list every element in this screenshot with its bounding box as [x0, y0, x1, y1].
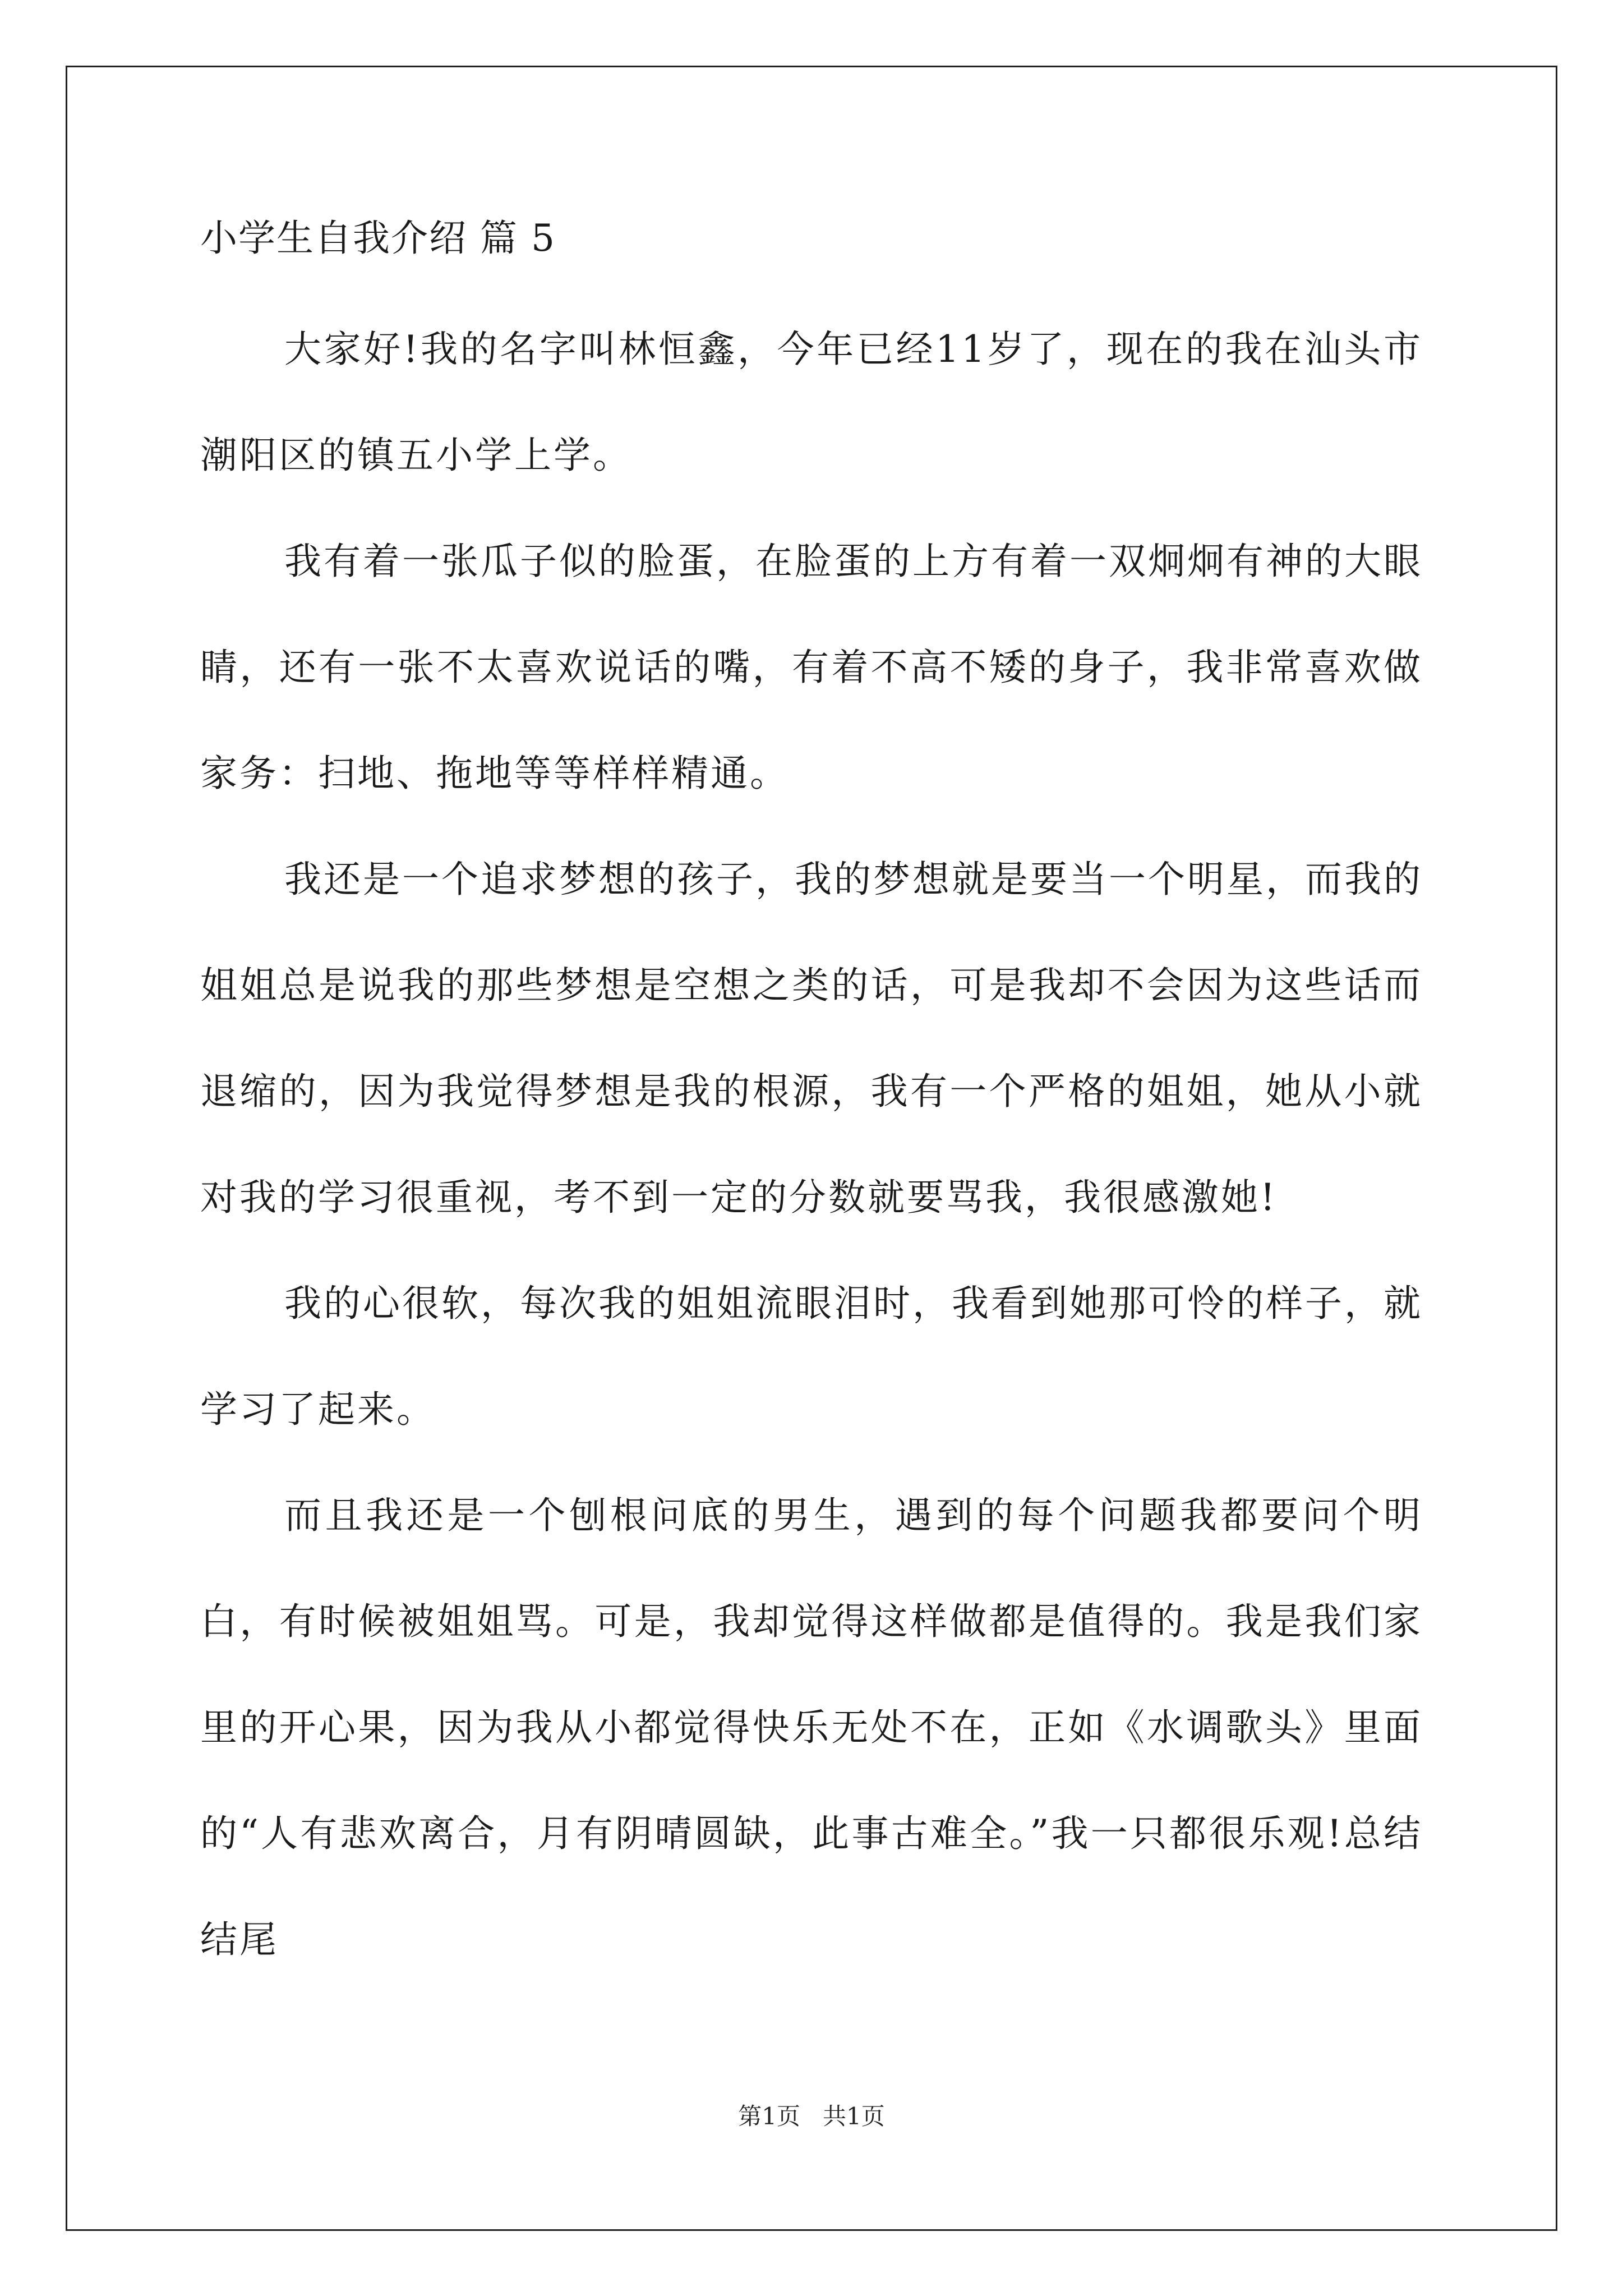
paragraph-3: 我还是一个追求梦想的孩子，我的梦想就是要当一个明星，而我的姐姐总是说我的那些梦想是空想之类的话，可是我却不会因为这些话而退缩的，因为我觉得梦想是我的根源，我有一个严格的姐姐，她从小就对我的学习很重视，考不到一定的分数就要骂我，我很感激她!: [200, 858, 1423, 1219]
paragraph-2: 我有着一张瓜子似的脸蛋，在脸蛋的上方有着一双炯炯有神的大眼睛，还有一张不太喜欢说话的嘴，有着不高不矮的身子，我非常喜欢做家务：扫地、拖地等等样样精通。: [200, 540, 1423, 795]
page-number-footer: 第1页 共1页: [738, 2102, 885, 2130]
paragraph-1: 大家好!我的名字叫林恒鑫，今年已经11岁了，现在的我在汕头市潮阳区的镇五小学上学。: [200, 328, 1423, 477]
paragraph-4: 我的心很软，每次我的姐姐流眼泪时，我看到她那可怜的样子，就学习了起来。: [200, 1282, 1423, 1431]
paragraph-5: 而且我还是一个刨根问底的男生，遇到的每个问题我都要问个明白，有时候被姐姐骂。可是，我却觉得这样做都是值得的。我是我们家里的开心果，因为我从小都觉得快乐无处不在，正如《水调歌头》里面的“人有悲欢离合，月有阴晴圆缺，此事古难全。”我一只都很乐观!总结结尾: [200, 1494, 1423, 1961]
document-title: 小学生自我介绍 篇 5: [200, 217, 556, 260]
document-body: [200, 213, 1423, 2021]
